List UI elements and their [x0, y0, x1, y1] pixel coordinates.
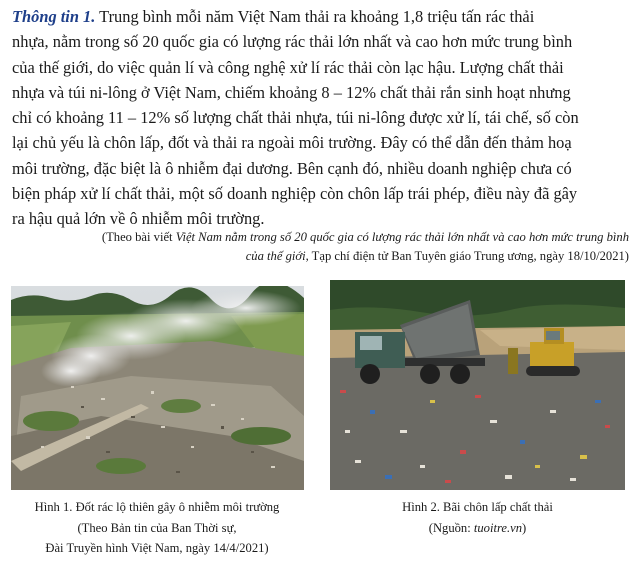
paragraph-line: của thế giới, do việc quản lí và công nghệ xử lí rác thải còn lạc hậu. Lượng chất thải: [12, 57, 564, 77]
source-article-title: Việt Nam nằm trong số 20 quốc gia có lượng rác thải lớn nhất và cao hơn mức trung bình: [175, 230, 629, 244]
paragraph-line: biện pháp xử lí chất thải, một số doanh nghiệp còn chôn lấp trái phép, điều này đã gây: [12, 184, 578, 204]
info-paragraph: [12, 4, 630, 232]
paragraph-line: lại chủ yếu là chôn lấp, đốt và thải ra ngoài môi trường. Đây có thể dẫn đến thảm hoạ: [12, 133, 572, 153]
paragraph-line: ra hậu quả lớn về ô nhiễm môi trường.: [12, 209, 265, 229]
landfill-photo: [330, 280, 625, 490]
paragraph-line: chỉ có khoảng 11 – 12% số lượng chất thải nhựa, túi ni-lông được xử lí, tái chế, số còn: [12, 108, 579, 128]
figure-2-credit: (Nguồn: tuoitre.vn): [428, 520, 527, 535]
figure-1-caption: Hình 1. Đốt rác lộ thiên gây ô nhiễm môi trường (Theo Bản tin của Ban Thời sự, Đài Truyền hình Việt Nam, ngày 14/4/2021): [34, 500, 280, 555]
source-citation: (Theo bài viết Việt Nam nằm trong số 20 quốc gia có lượng rác thải lớn nhất và cao hơn mức trung bình của thế giới, Tạp chí điện tử Ban Tuyên giáo Trung ương, ngày 18/10/2021): [101, 230, 629, 263]
open-burning-photo: [11, 286, 304, 490]
info-lead-label: Thông tin 1.: [12, 7, 96, 26]
figure-2-caption: Hình 2. Bãi chôn lấp chất thải (Nguồn: tuoitre.vn): [330, 497, 625, 538]
paragraph-line: Thông tin 1. Trung bình mỗi năm Việt Nam thải ra khoảng 1,8 triệu tấn rác thải: [12, 7, 535, 26]
paragraph-line: môi trường, đặc biệt là ô nhiễm đại dương. Bên cạnh đó, nhiều doanh nghiệp chưa có: [12, 158, 572, 178]
paragraph-line: nhựa, nằm trong số 20 quốc gia có lượng rác thải lớn nhất và cao hơn mức trung bình: [12, 32, 573, 52]
paragraph-line: nhựa và túi ni-lông ở Việt Nam, chiếm khoảng 8 – 12% chất thải rắn sinh hoạt nhưng: [12, 82, 571, 102]
